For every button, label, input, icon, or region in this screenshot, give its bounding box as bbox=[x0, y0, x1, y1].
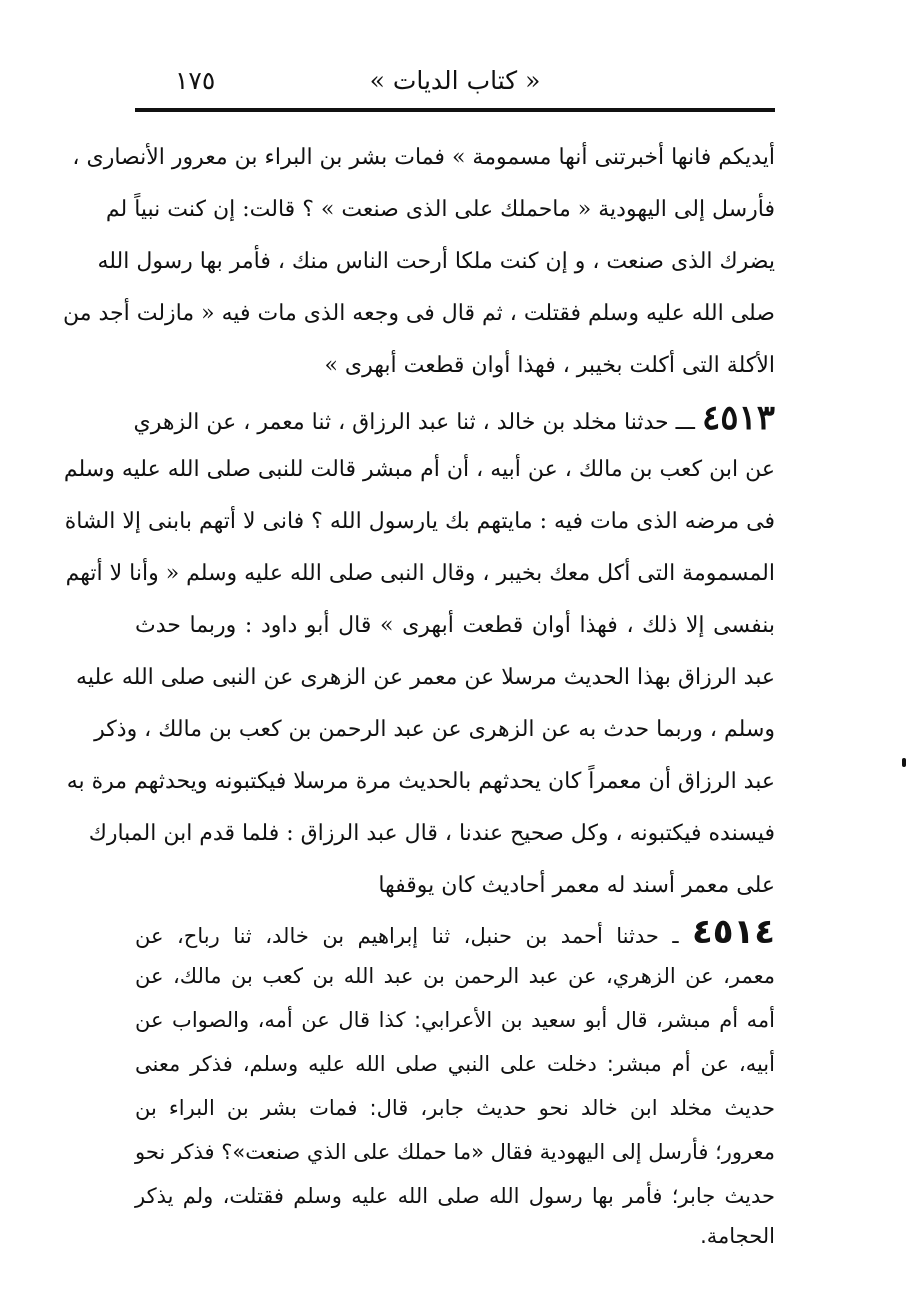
text-line: وسلم ، وربما حدث به عن الزهرى عن عبد الرحمن بن كعب بن مالك ، وذكر bbox=[94, 717, 775, 742]
text-line: أيديكم فانها أخبرتنى أنها مسمومة » فمات بشر بن البراء بن معرور الأنصارى ، bbox=[72, 145, 775, 170]
text-line: حديث جابر؛ فأمر بها رسول الله صلى الله عليه وسلم فقتلت، ولم يذكر bbox=[135, 1184, 775, 1208]
text-line: فيسنده فيكتبونه ، وكل صحيح عندنا ، قال عبد الرزاق : فلما قدم ابن المبارك bbox=[88, 821, 775, 846]
text-line: معرور؛ فأرسل إلى اليهودية فقال «ما حملك على الذي صنعت»؟ فذكر نحو bbox=[135, 1140, 775, 1164]
hadith-first-line bbox=[135, 392, 775, 444]
text-line: معمر، عن الزهري، عن عبد الرحمن بن عبد الله بن كعب بن مالك، عن bbox=[135, 964, 775, 988]
running-title: « كتاب الديات » bbox=[369, 66, 541, 95]
margin-speck bbox=[902, 758, 906, 767]
page-number: ١٧٥ bbox=[175, 66, 216, 95]
text-line: عبد الرزاق أن معمراً كان يحدثهم بالحديث مرة مرسلا فيكتبونه ويحدثهم مرة به bbox=[66, 769, 775, 794]
text-line: عن ابن كعب بن مالك ، عن أبيه ، أن أم مبشر قالت للنبى صلى الله عليه وسلم bbox=[63, 457, 775, 482]
text-line: أمه أم مبشر، قال أبو سعيد بن الأعرابي: كذا قال عن أمه، والصواب عن bbox=[135, 1008, 775, 1032]
hadith-number: ٤٥١٣ bbox=[701, 398, 775, 438]
text-line: فى مرضه الذى مات فيه : مايتهم بك يارسول الله ؟ فانى لا أتهم بابنى إلا الشاة bbox=[64, 509, 775, 534]
text-line: حديث مخلد ابن خالد نحو حديث جابر، قال: فمات بشر بن البراء بن bbox=[135, 1096, 775, 1120]
text-line: عبد الرزاق بهذا الحديث مرسلا عن معمر عن الزهرى عن النبى صلى الله عليه bbox=[76, 665, 775, 690]
text-line: صلى الله عليه وسلم فقتلت ، ثم قال فى وجعه الذى مات فيه « مازلت أجد من bbox=[62, 301, 775, 326]
hadith-opening-text: ـــ حدثنا مخلد بن خالد ، ثنا عبد الرزاق ، ثنا معمر ، عن الزهري bbox=[133, 410, 695, 435]
text-line: بنفسى إلا ذلك ، فهذا أوان قطعت أبهرى » قال أبو داود : وربما حدث bbox=[135, 613, 775, 638]
text-line: الأكلة التى أكلت بخيبر ، فهذا أوان قطعت أبهرى » bbox=[324, 353, 775, 378]
text-line: على معمر أسند له معمر أحاديث كان يوقفها bbox=[378, 873, 775, 898]
header-rule bbox=[135, 108, 775, 112]
text-line: أبيه، عن أم مبشر: دخلت على النبي صلى الله عليه وسلم، فذكر معنى bbox=[135, 1052, 775, 1076]
page-header bbox=[135, 56, 775, 100]
text-line: فأرسل إلى اليهودية « ماحملك على الذى صنعت » ؟ قالت: إن كنت نبياً لم bbox=[105, 197, 775, 222]
hadith-number: ٤٥١٤ bbox=[691, 912, 775, 952]
text-line: الحجامة. bbox=[700, 1224, 775, 1248]
text-line: المسمومة التى أكل معك بخيبر ، وقال النبى صلى الله عليه وسلم « وأنا لا أتهم bbox=[65, 561, 775, 586]
hadith-opening-text: ـ حدثنا أحمد بن حنبل، ثنا إبراهيم بن خالد، ثنا رباح، عن bbox=[135, 924, 679, 948]
text-line: يضرك الذى صنعت ، و إن كنت ملكا أرحت الناس منك ، فأمر بها رسول الله bbox=[97, 249, 775, 274]
